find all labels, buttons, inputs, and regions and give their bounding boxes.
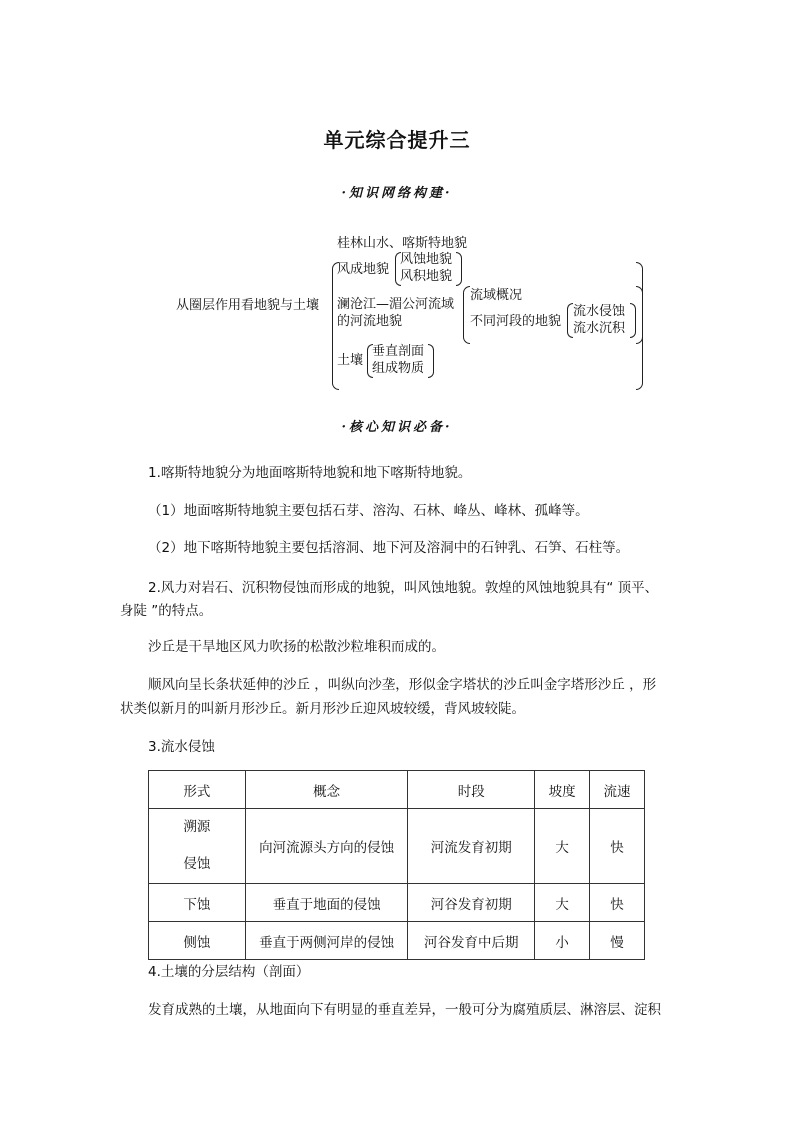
table-cell-speed: 慢 (590, 922, 645, 960)
paragraph-karst: 1.喀斯特地貌分为地面喀斯特地貌和地下喀斯特地貌。 (148, 465, 472, 481)
paragraph-dune-types-line2: 状类似新月的叫新月形沙丘。新月形沙丘迎风坡较缓，背风坡较陡。 (120, 701, 525, 717)
paragraph-soil-profile: 发育成熟的土壤，从地面向下有明显的垂直差异，一般可分为腐殖质层、淋溶层、淀积 (148, 1002, 661, 1018)
table-cell-concept: 垂直于两侧河岸的侵蚀 (245, 922, 408, 960)
table-cell-concept: 向河流源头方向的侵蚀 (245, 809, 408, 884)
mindmap-soil-profile: 垂直剖面 (372, 344, 425, 359)
section-heading-core-knowledge: ·核心知识必备· (341, 420, 453, 435)
paragraph-surface-karst: （1）地面喀斯特地貌主要包括石芽、溶沟、石林、峰丛、峰林、孤峰等。 (148, 503, 589, 519)
table-cell-form: 溯源 侵蚀 (149, 809, 246, 884)
table-header: 坡度 (535, 771, 590, 809)
table-row (149, 922, 645, 960)
paragraph-fluvial-erosion-heading: 3.流水侵蚀 (148, 739, 215, 755)
paragraph-dune-types-line1: 顺风向呈长条状延伸的沙丘 ，叫纵向沙垄，形似金字塔状的沙丘叫金字塔形沙丘 ，形 (148, 677, 657, 693)
table-cell-period: 河流发育初期 (408, 809, 535, 884)
table-row (149, 809, 645, 884)
table-cell-slope: 小 (535, 922, 590, 960)
mindmap-segment-landforms: 不同河段的地貌 (470, 314, 562, 329)
mindmap-river-line1: 澜沧江—湄公河流域 (337, 297, 455, 312)
table-header-row (149, 771, 645, 809)
table-cell-speed: 快 (590, 884, 645, 922)
paragraph-underground-karst: （2）地下喀斯特地貌主要包括溶洞、地下河及溶洞中的石钟乳、石笋、石柱等。 (148, 540, 630, 556)
erosion-table (148, 770, 645, 960)
table-cell-form: 侧蚀 (149, 922, 246, 960)
mindmap-rbrace-soil (428, 344, 434, 378)
mindmap-fluvial-erosion: 流水侵蚀 (573, 304, 626, 319)
table-cell-slope: 大 (535, 809, 590, 884)
paragraph-wind-line2: 身陡 ”的特点。 (120, 603, 213, 619)
mindmap-basin-overview: 流域概况 (470, 288, 523, 303)
mindmap-rbrace-root (636, 262, 643, 390)
table-row (149, 884, 645, 922)
table-cell-period: 河谷发育中后期 (408, 922, 535, 960)
table-header: 概念 (245, 771, 408, 809)
page-title: 单元综合提升三 (323, 128, 471, 152)
table-header: 时段 (408, 771, 535, 809)
mindmap-river-line2: 的河流地貌 (337, 314, 403, 329)
mindmap-karst: 桂林山水、喀斯特地貌 (337, 236, 468, 251)
table-cell-speed: 快 (590, 809, 645, 884)
mindmap-fluvial-deposition: 流水沉积 (573, 321, 626, 336)
table-cell-form: 下蚀 (149, 884, 246, 922)
paragraph-soil-structure-heading: 4.土壤的分层结构（剖面） (148, 964, 310, 980)
section-heading-knowledge-network: ·知识网络构建· (341, 186, 453, 201)
mindmap-brace-river (463, 286, 470, 344)
mindmap-rbrace-wind (456, 252, 462, 286)
paragraph-sand-dune: 沙丘是干旱地区风力吹扬的松散沙粒堆积而成的。 (148, 639, 445, 655)
mindmap-soil-composition: 组成物质 (372, 361, 425, 376)
table-header: 形式 (149, 771, 246, 809)
table-header: 流速 (590, 771, 645, 809)
mindmap-wind-erosion: 风蚀地貌 (400, 252, 453, 267)
table-cell-period: 河谷发育初期 (408, 884, 535, 922)
mindmap-wind: 风成地貌 (337, 262, 390, 277)
mindmap-soil: 土壤 (337, 353, 364, 368)
table-cell-concept: 垂直于地面的侵蚀 (245, 884, 408, 922)
mindmap-wind-deposition: 风积地貌 (400, 269, 453, 284)
table-cell-slope: 大 (535, 884, 590, 922)
paragraph-wind-line1: 2.风力对岩石、沉积物侵蚀而形成的地貌，叫风蚀地貌。敦煌的风蚀地貌具有“ 顶平、 (148, 580, 659, 596)
mindmap-root: 从圈层作用看地貌与土壤 (176, 298, 320, 313)
